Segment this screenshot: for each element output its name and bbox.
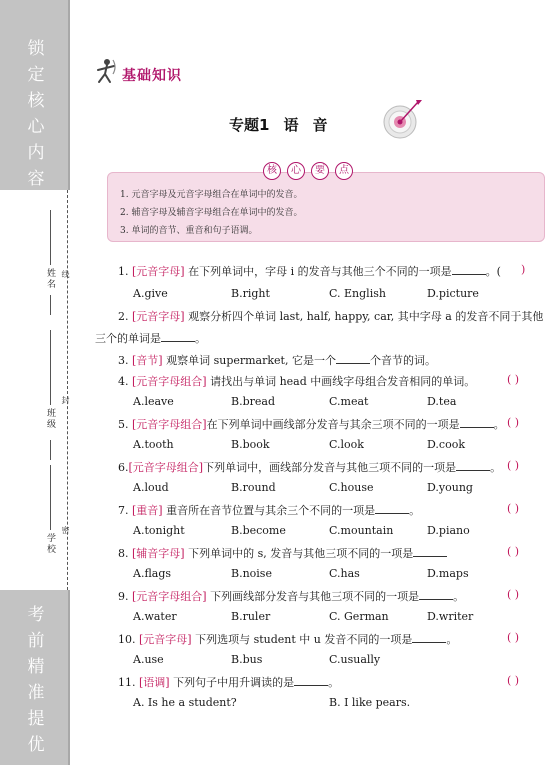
option[interactable]: A.tonight bbox=[133, 524, 185, 537]
option[interactable]: C.meat bbox=[329, 395, 369, 408]
target-icon bbox=[380, 96, 426, 140]
school-line bbox=[50, 465, 51, 530]
question-1: 1. [元音字母] 在下列单词中，字母 i 的发音与其他三个不同的一项是 。( bbox=[118, 265, 501, 278]
option[interactable]: C.usually bbox=[329, 653, 381, 666]
option[interactable]: B.round bbox=[231, 481, 276, 494]
question-10: 10. [元音字母] 下列选项与 student 中 u 发音不同的一项是 。 bbox=[118, 633, 458, 646]
binding-dashed-line bbox=[67, 190, 68, 590]
option[interactable]: A. Is he a student? bbox=[133, 696, 237, 709]
question-3: 3. [音节] 观察单词 supermarket, 它是一个 个音节的词。 bbox=[118, 354, 436, 367]
school-label: 学校 bbox=[45, 533, 55, 555]
option[interactable]: C. German bbox=[329, 610, 389, 623]
cut-dense-mark: 密 bbox=[61, 526, 70, 534]
sidebar-bottom-text: 考 前 精 准 提 优 bbox=[27, 605, 45, 755]
key-points-badge: 点 bbox=[335, 162, 353, 180]
answer-blank[interactable] bbox=[452, 264, 486, 275]
answer-bracket[interactable]: ) bbox=[521, 263, 526, 276]
option[interactable]: B.right bbox=[231, 287, 270, 300]
key-points-header bbox=[263, 162, 353, 180]
key-points-badge: 核 bbox=[263, 162, 281, 180]
option[interactable]: A.use bbox=[133, 653, 164, 666]
option[interactable]: D.picture bbox=[427, 287, 479, 300]
option[interactable]: B.ruler bbox=[231, 610, 271, 623]
answer-bracket[interactable]: ( ) bbox=[507, 416, 520, 429]
section-title: 基础知识 bbox=[122, 68, 182, 84]
sidebar-top-panel bbox=[0, 0, 70, 190]
class-line bbox=[50, 330, 51, 405]
answer-blank[interactable] bbox=[456, 460, 490, 471]
answer-blank[interactable] bbox=[460, 417, 494, 428]
key-point-item: 3. 单词的音节、重音和句子语调。 bbox=[120, 226, 258, 236]
option[interactable]: C.mountain bbox=[329, 524, 394, 537]
key-points-badge: 心 bbox=[287, 162, 305, 180]
answer-bracket[interactable]: ( ) bbox=[507, 545, 520, 558]
binding-area bbox=[0, 190, 68, 590]
answer-bracket[interactable]: ( ) bbox=[507, 631, 520, 644]
cut-line-mark: 线 bbox=[61, 270, 70, 278]
option[interactable]: B.book bbox=[231, 438, 270, 451]
key-points-box bbox=[107, 172, 545, 242]
sidebar-bottom-panel bbox=[0, 590, 70, 765]
option[interactable]: A.flags bbox=[133, 567, 172, 580]
archer-icon bbox=[93, 58, 117, 84]
option[interactable]: B.bread bbox=[231, 395, 275, 408]
name-line-lower bbox=[50, 295, 51, 315]
name-label: 姓名 bbox=[45, 268, 55, 290]
option[interactable]: D.maps bbox=[427, 567, 469, 580]
option[interactable]: B. I like pears. bbox=[329, 696, 411, 709]
option[interactable]: C.has bbox=[329, 567, 360, 580]
question-9: 9. [元音字母组合] 下列画线部分发音与其他三项不同的一项是 。 bbox=[118, 590, 465, 603]
option[interactable]: C.look bbox=[329, 438, 364, 451]
question-8: 8. [辅音字母] 下列单词中的 s, 发音与其他三项不同的一项是 bbox=[118, 545, 447, 561]
name-line bbox=[50, 210, 51, 265]
option[interactable]: D.writer bbox=[427, 610, 474, 623]
topic-number: 专题1 bbox=[229, 116, 270, 134]
class-line-lower bbox=[50, 440, 51, 460]
answer-blank[interactable] bbox=[294, 675, 328, 686]
answer-blank[interactable] bbox=[375, 503, 409, 514]
answer-bracket[interactable]: ( ) bbox=[507, 674, 520, 687]
question-5: 5. [元音字母组合]在下列单词中画线部分发音与其余三项不同的一项是 。 bbox=[118, 418, 505, 431]
option[interactable]: A.water bbox=[133, 610, 177, 623]
answer-blank[interactable] bbox=[412, 632, 446, 643]
option[interactable]: C.house bbox=[329, 481, 374, 494]
question-2: 2. [元音字母] 观察分析四个单词 last, half, happy, car, 其中字母 a 的发音不同于其他 bbox=[118, 310, 544, 323]
answer-blank[interactable] bbox=[336, 353, 370, 364]
answer-bracket[interactable]: ( ) bbox=[507, 459, 520, 472]
option[interactable]: C. English bbox=[329, 287, 386, 300]
option[interactable]: D.young bbox=[427, 481, 473, 494]
option[interactable]: A.give bbox=[133, 287, 168, 300]
answer-bracket[interactable]: ( ) bbox=[507, 373, 520, 386]
key-point-item: 1. 元音字母及元音字母组合在单词中的发音。 bbox=[120, 190, 303, 200]
key-points-badge: 要 bbox=[311, 162, 329, 180]
option[interactable]: A.loud bbox=[133, 481, 169, 494]
key-point-item: 2. 辅音字母及辅音字母组合在单词中的发音。 bbox=[120, 208, 303, 218]
question-11: 11. [语调] 下列句子中用升调读的是 。 bbox=[118, 676, 340, 689]
class-label: 班级 bbox=[45, 408, 55, 430]
option[interactable]: D.piano bbox=[427, 524, 470, 537]
question-4: 4. [元音字母组合] 请找出与单词 head 中画线字母组合发音相同的单词。 bbox=[118, 375, 476, 388]
cut-seal-mark: 封 bbox=[61, 396, 70, 404]
question-2-line2: 三个的单词是 。 bbox=[95, 332, 206, 345]
answer-bracket[interactable]: ( ) bbox=[507, 502, 520, 515]
sidebar-top-text: 锁 定 核 心 内 容 bbox=[27, 39, 45, 189]
answer-blank[interactable] bbox=[413, 546, 447, 557]
answer-blank[interactable] bbox=[419, 589, 453, 600]
option[interactable]: D.tea bbox=[427, 395, 457, 408]
option[interactable]: B.become bbox=[231, 524, 286, 537]
answer-blank[interactable] bbox=[161, 331, 195, 342]
option[interactable]: B.noise bbox=[231, 567, 272, 580]
option[interactable]: B.bus bbox=[231, 653, 263, 666]
question-6: 6.[元音字母组合]下列单词中，画线部分发音与其他三项不同的一项是 。 bbox=[118, 461, 502, 474]
option[interactable]: A.leave bbox=[133, 395, 174, 408]
option[interactable]: A.tooth bbox=[133, 438, 174, 451]
answer-bracket[interactable]: ( ) bbox=[507, 588, 520, 601]
question-7: 7. [重音] 重音所在音节位置与其余三个不同的一项是 。 bbox=[118, 504, 421, 517]
topic-title bbox=[229, 114, 341, 135]
topic-subject: 语音 bbox=[283, 116, 342, 134]
option[interactable]: D.cook bbox=[427, 438, 465, 451]
